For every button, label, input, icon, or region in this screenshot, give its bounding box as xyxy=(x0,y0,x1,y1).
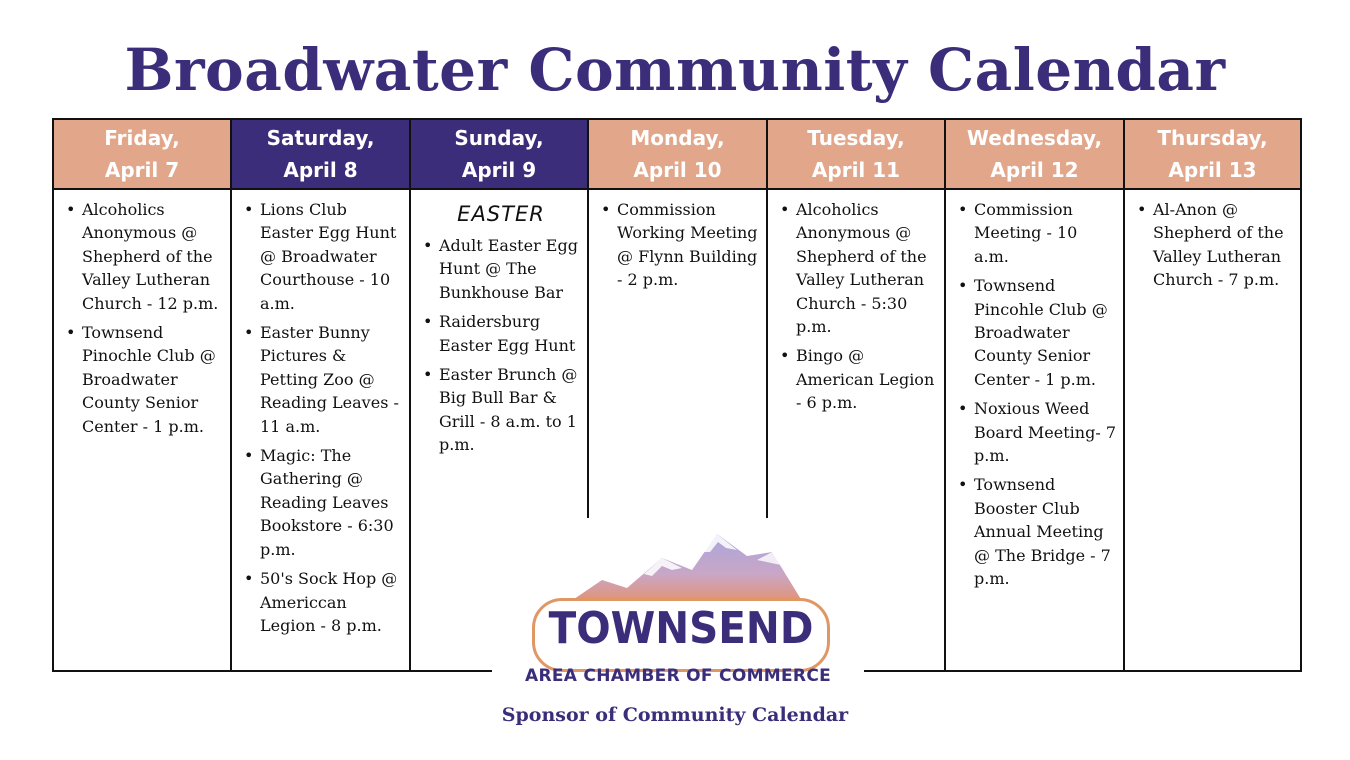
day-name: Wednesday, xyxy=(966,126,1103,150)
day-date: April 10 xyxy=(633,158,722,182)
day-header xyxy=(1125,120,1300,190)
event-item: • Adult Easter Egg Hunt @ The Bunkhouse Bar xyxy=(421,234,581,304)
day-name: Friday, xyxy=(104,126,180,150)
event-item: • Al-Anon @ Shepherd of the Valley Lutheran Church - 7 p.m. xyxy=(1135,198,1294,292)
day-header xyxy=(232,120,409,190)
event-item: • Alcoholics Anonymous @ Shepherd of the Valley Lutheran Church - 12 p.m. xyxy=(64,198,224,315)
page-title: Broadwater Community Calendar xyxy=(124,36,1226,104)
day-header xyxy=(54,120,230,190)
event-item: • Townsend Pincohle Club @ Broadwater County Senior Center - 1 p.m. xyxy=(956,274,1117,391)
event-item: • Raidersburg Easter Egg Hunt xyxy=(421,310,581,357)
event-item: • Townsend Booster Club Annual Meeting @ The Bridge - 7 p.m. xyxy=(956,473,1117,590)
day-column-thursday xyxy=(1125,120,1300,670)
event-item: • Easter Brunch @ Big Bull Bar & Grill - 8 a.m. to 1 p.m. xyxy=(421,363,581,457)
sponsor-caption: Sponsor of Community Calendar xyxy=(501,704,849,726)
day-name: Tuesday, xyxy=(807,126,905,150)
event-item: • Commission Meeting - 10 a.m. xyxy=(956,198,1117,268)
holiday-note: EASTER xyxy=(457,202,545,226)
day-header xyxy=(768,120,944,190)
day-date: April 13 xyxy=(1168,158,1257,182)
event-item: • Easter Bunny Pictures & Petting Zoo @ Reading Leaves - 11 a.m. xyxy=(242,321,403,438)
event-item: • Lions Club Easter Egg Hunt @ Broadwater Courthouse - 10 a.m. xyxy=(242,198,403,315)
event-item: • Noxious Weed Board Meeting- 7 p.m. xyxy=(956,397,1117,467)
event-item: • Magic: The Gathering @ Reading Leaves Bookstore - 6:30 p.m. xyxy=(242,444,403,561)
day-name: Monday, xyxy=(630,126,725,150)
day-name: Saturday, xyxy=(266,126,375,150)
chamber-logo xyxy=(492,518,864,688)
day-date: April 8 xyxy=(283,158,358,182)
day-column-wednesday xyxy=(946,120,1125,670)
day-date: April 11 xyxy=(811,158,901,182)
day-column-saturday xyxy=(232,120,411,670)
day-date: April 12 xyxy=(990,158,1079,182)
event-item: • 50's Sock Hop @ Americcan Legion - 8 p.m. xyxy=(242,567,403,637)
logo-name-frame xyxy=(532,598,830,672)
day-name: Thursday, xyxy=(1157,126,1268,150)
event-item: • Commission Working Meeting @ Flynn Building - 2 p.m. xyxy=(599,198,760,292)
event-item: • Bingo @ American Legion - 6 p.m. xyxy=(778,344,938,414)
event-item: • Alcoholics Anonymous @ Shepherd of the Valley Lutheran Church - 5:30 p.m. xyxy=(778,198,938,338)
day-column-friday xyxy=(54,120,232,670)
event-item: • Townsend Pinochle Club @ Broadwater County Senior Center - 1 p.m. xyxy=(64,321,224,438)
day-name: Sunday, xyxy=(454,126,544,150)
day-header xyxy=(589,120,766,190)
logo-name: TOWNSEND xyxy=(548,603,814,654)
day-date: April 9 xyxy=(461,158,537,182)
logo-subtitle: AREA CHAMBER OF COMMERCE xyxy=(524,666,832,686)
day-header xyxy=(411,120,587,190)
day-date: April 7 xyxy=(104,158,180,182)
day-header xyxy=(946,120,1123,190)
